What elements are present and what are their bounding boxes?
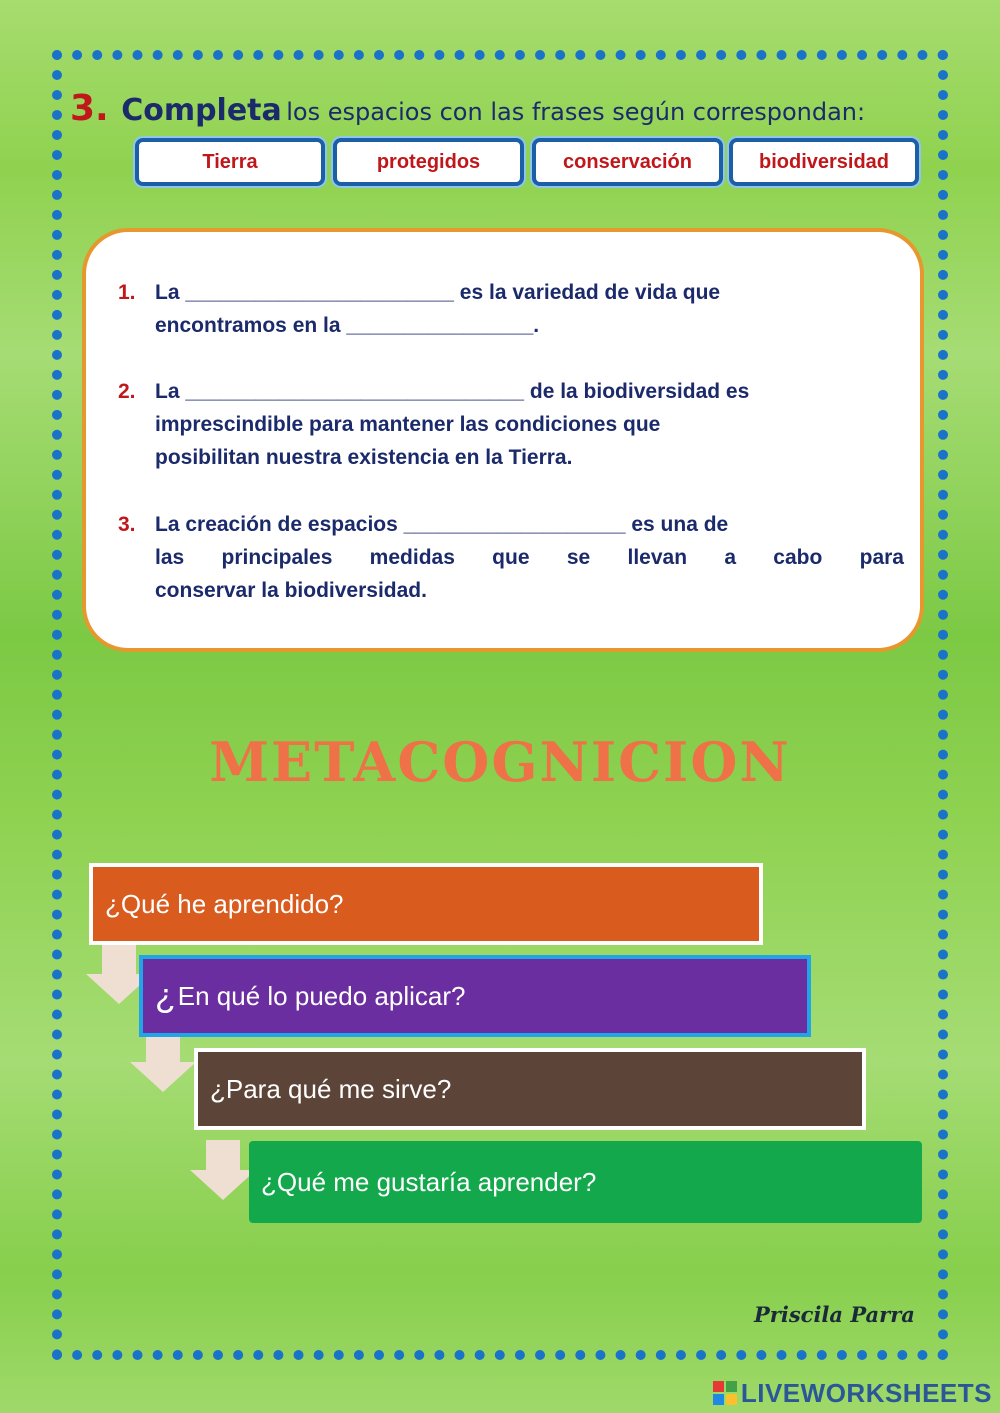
liveworksheets-watermark[interactable]: [713, 1376, 992, 1410]
question-2-number: 2.: [118, 380, 136, 403]
step-2-question-mark: ¿: [155, 976, 176, 1015]
question-3-line-1: La creación de espacios ___________________ es una de: [155, 513, 729, 536]
question-1-line-2: encontramos en la ________________.: [155, 314, 540, 337]
author-signature: Priscila Parra: [754, 1302, 915, 1327]
question-3: [118, 508, 904, 607]
question-2-line-1: La _____________________________ de la biodiversidad es: [155, 380, 750, 403]
step-2-label: En qué lo puedo aplicar?: [177, 980, 466, 1011]
step-3-label: ¿Para qué me sirve?: [210, 1073, 452, 1104]
exercise-heading: [70, 88, 950, 138]
word-bank-tierra[interactable]: Tierra: [135, 138, 325, 186]
exercise-heading-bold: Completa: [121, 93, 282, 128]
question-3-number: 3.: [118, 513, 136, 536]
question-1: [118, 276, 904, 342]
step-en-que-lo-puedo-aplicar: [139, 955, 811, 1037]
question-3-line-2: las principales medidas que se llevan a cabo para: [155, 546, 904, 569]
word-bank-conservacion[interactable]: conservación: [532, 138, 723, 186]
step-que-he-aprendido: [89, 863, 763, 945]
step-que-me-gustaria-aprender: [249, 1141, 922, 1223]
metacognicion-title: METACOGNICION: [209, 730, 791, 794]
question-1-number: 1.: [118, 281, 136, 304]
question-2: [118, 375, 904, 474]
step-4-label: ¿Qué me gustaría aprender?: [261, 1166, 597, 1197]
watermark-text: LIVEWORKSHEETS: [740, 1377, 992, 1408]
down-arrow-icon: [130, 1034, 196, 1092]
exercise-instructions: los espacios con las frases según correspondan:: [286, 98, 866, 126]
exercise-number: 3.: [70, 88, 109, 129]
step-para-que-me-sirve: [194, 1048, 866, 1130]
step-1-label: ¿Qué he aprendido?: [105, 888, 344, 919]
question-2-line-2: imprescindible para mantener las condiciones que: [155, 413, 661, 436]
question-2-line-3: posibilitan nuestra existencia en la Tierra.: [155, 446, 573, 469]
word-bank-biodiversidad[interactable]: biodiversidad: [729, 138, 919, 186]
word-bank-protegidos[interactable]: protegidos: [333, 138, 524, 186]
down-arrow-icon: [190, 1140, 256, 1200]
question-1-line-1: La _______________________ es la variedad de vida que: [155, 281, 721, 304]
liveworksheets-logo-icon: [713, 1381, 737, 1405]
question-3-line-3: conservar la biodiversidad.: [155, 579, 427, 602]
